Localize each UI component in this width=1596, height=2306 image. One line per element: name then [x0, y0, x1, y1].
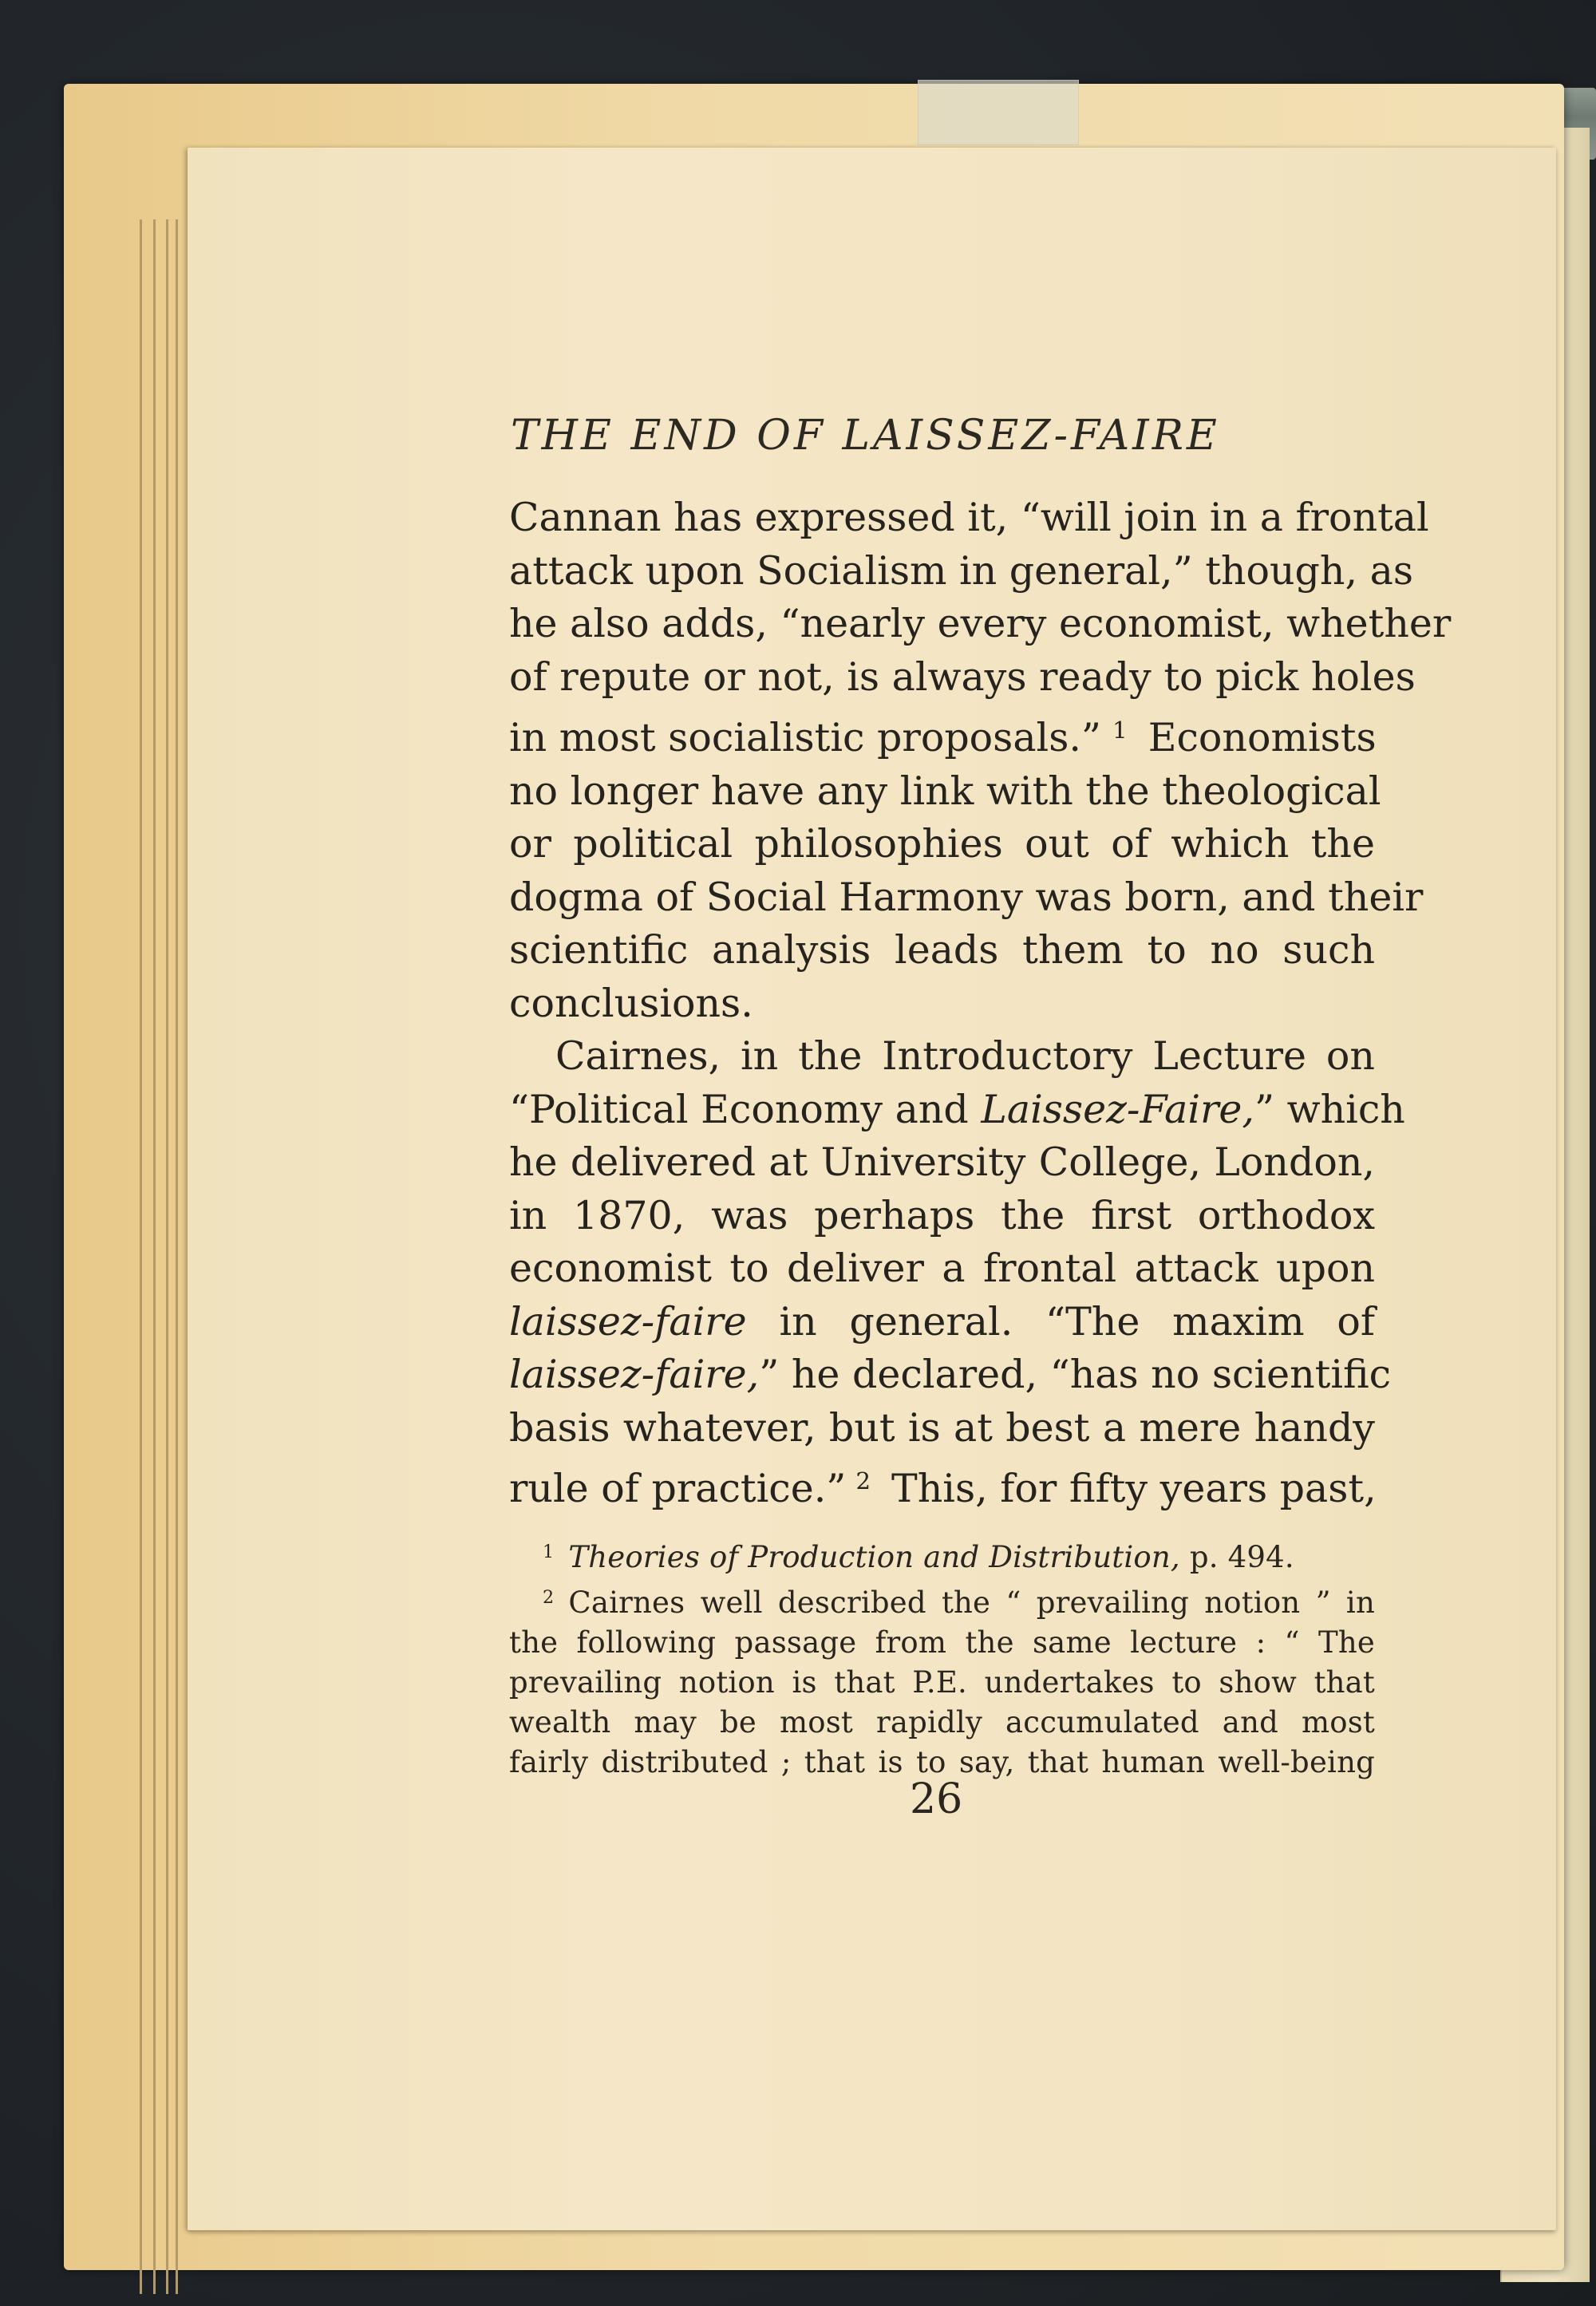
- footnote-line: prevailing notion is that P.E. undertakes to show that: [509, 1665, 1375, 1700]
- footnotes: [509, 1532, 1375, 1783]
- text-line: [509, 1296, 1375, 1349]
- page-edge-line: [176, 219, 178, 2294]
- italic-title: Theories of Production and Distribution,: [568, 1540, 1180, 1575]
- text-line: conclusions.: [509, 980, 753, 1026]
- text-line: no longer have any link with the theological: [509, 768, 1381, 814]
- text-segment: ” he declared, “has no scientific: [759, 1352, 1392, 1398]
- text-line: dogma of Social Harmony was born, and their: [509, 874, 1424, 920]
- text-line: Cannan has expressed it, “will join in a frontal: [509, 495, 1429, 540]
- italic-term: laissez-faire: [509, 1298, 747, 1345]
- text-segment: rule of practice.”: [509, 1466, 847, 1512]
- text-segment: in most socialistic proposals.”: [509, 715, 1101, 761]
- text-line: scientific analysis leads them to no such: [509, 927, 1375, 973]
- text-line: in 1870, was perhaps the first orthodox: [509, 1192, 1375, 1238]
- text-segment: “Political Economy and: [509, 1086, 982, 1132]
- text-line: or political philosophies out of which the: [509, 821, 1375, 867]
- page-edge-line: [153, 219, 156, 2294]
- italic-term: laissez-faire,: [509, 1352, 760, 1398]
- text-line: basis whatever, but is at best a mere handy: [509, 1404, 1375, 1451]
- footnote-line: [509, 1577, 1375, 1623]
- text-line: [509, 1084, 1405, 1137]
- running-head: THE END OF LAISSEZ-FAIRE: [511, 412, 1220, 460]
- page-edge-line: [166, 219, 168, 2294]
- footnote-line: fairly distributed ; that is to say, that human well-being: [509, 1745, 1375, 1780]
- page-number: 26: [910, 1775, 963, 1823]
- text-segment: in general. “The maxim of: [746, 1298, 1375, 1345]
- text-line: he delivered at University College, London,: [509, 1139, 1375, 1186]
- body-text: [509, 492, 1452, 1516]
- adhesive-tape: [918, 80, 1079, 145]
- text-line: attack upon Socialism in general,” though, as: [509, 547, 1413, 594]
- text-line: [509, 1455, 1375, 1516]
- footnote-line: the following passage from the same lecture : “ The: [509, 1625, 1375, 1660]
- text-segment: This, for fifty years past,: [891, 1466, 1377, 1512]
- text-segment: Cairnes well described the “ prevailing notion ” in: [568, 1585, 1375, 1621]
- text-segment: ” which: [1254, 1086, 1405, 1132]
- footnote-number: 1: [543, 1542, 555, 1562]
- footnote-line: wealth may be most rapidly accumulated and most: [509, 1705, 1375, 1740]
- text-segment: p. 494.: [1179, 1540, 1294, 1575]
- text-line: of repute or not, is always ready to pick holes: [509, 653, 1416, 700]
- page-edge-line: [140, 219, 142, 2294]
- footnote-number: 2: [543, 1587, 555, 1609]
- text-segment: Economists: [1148, 715, 1377, 761]
- text-line: [509, 704, 1375, 765]
- text-line: he also adds, “nearly every economist, whether: [509, 601, 1452, 646]
- italic-term: Laissez-Faire,: [981, 1086, 1255, 1132]
- text-line: Cairnes, in the Introductory Lecture on: [555, 1033, 1375, 1080]
- text-line: [509, 1348, 1392, 1402]
- text-line: economist to deliver a frontal attack upon: [509, 1246, 1375, 1292]
- footnote-line: [509, 1532, 1375, 1577]
- footnote-marker[interactable]: 1: [1112, 717, 1128, 744]
- footnote-marker[interactable]: 2: [855, 1467, 871, 1495]
